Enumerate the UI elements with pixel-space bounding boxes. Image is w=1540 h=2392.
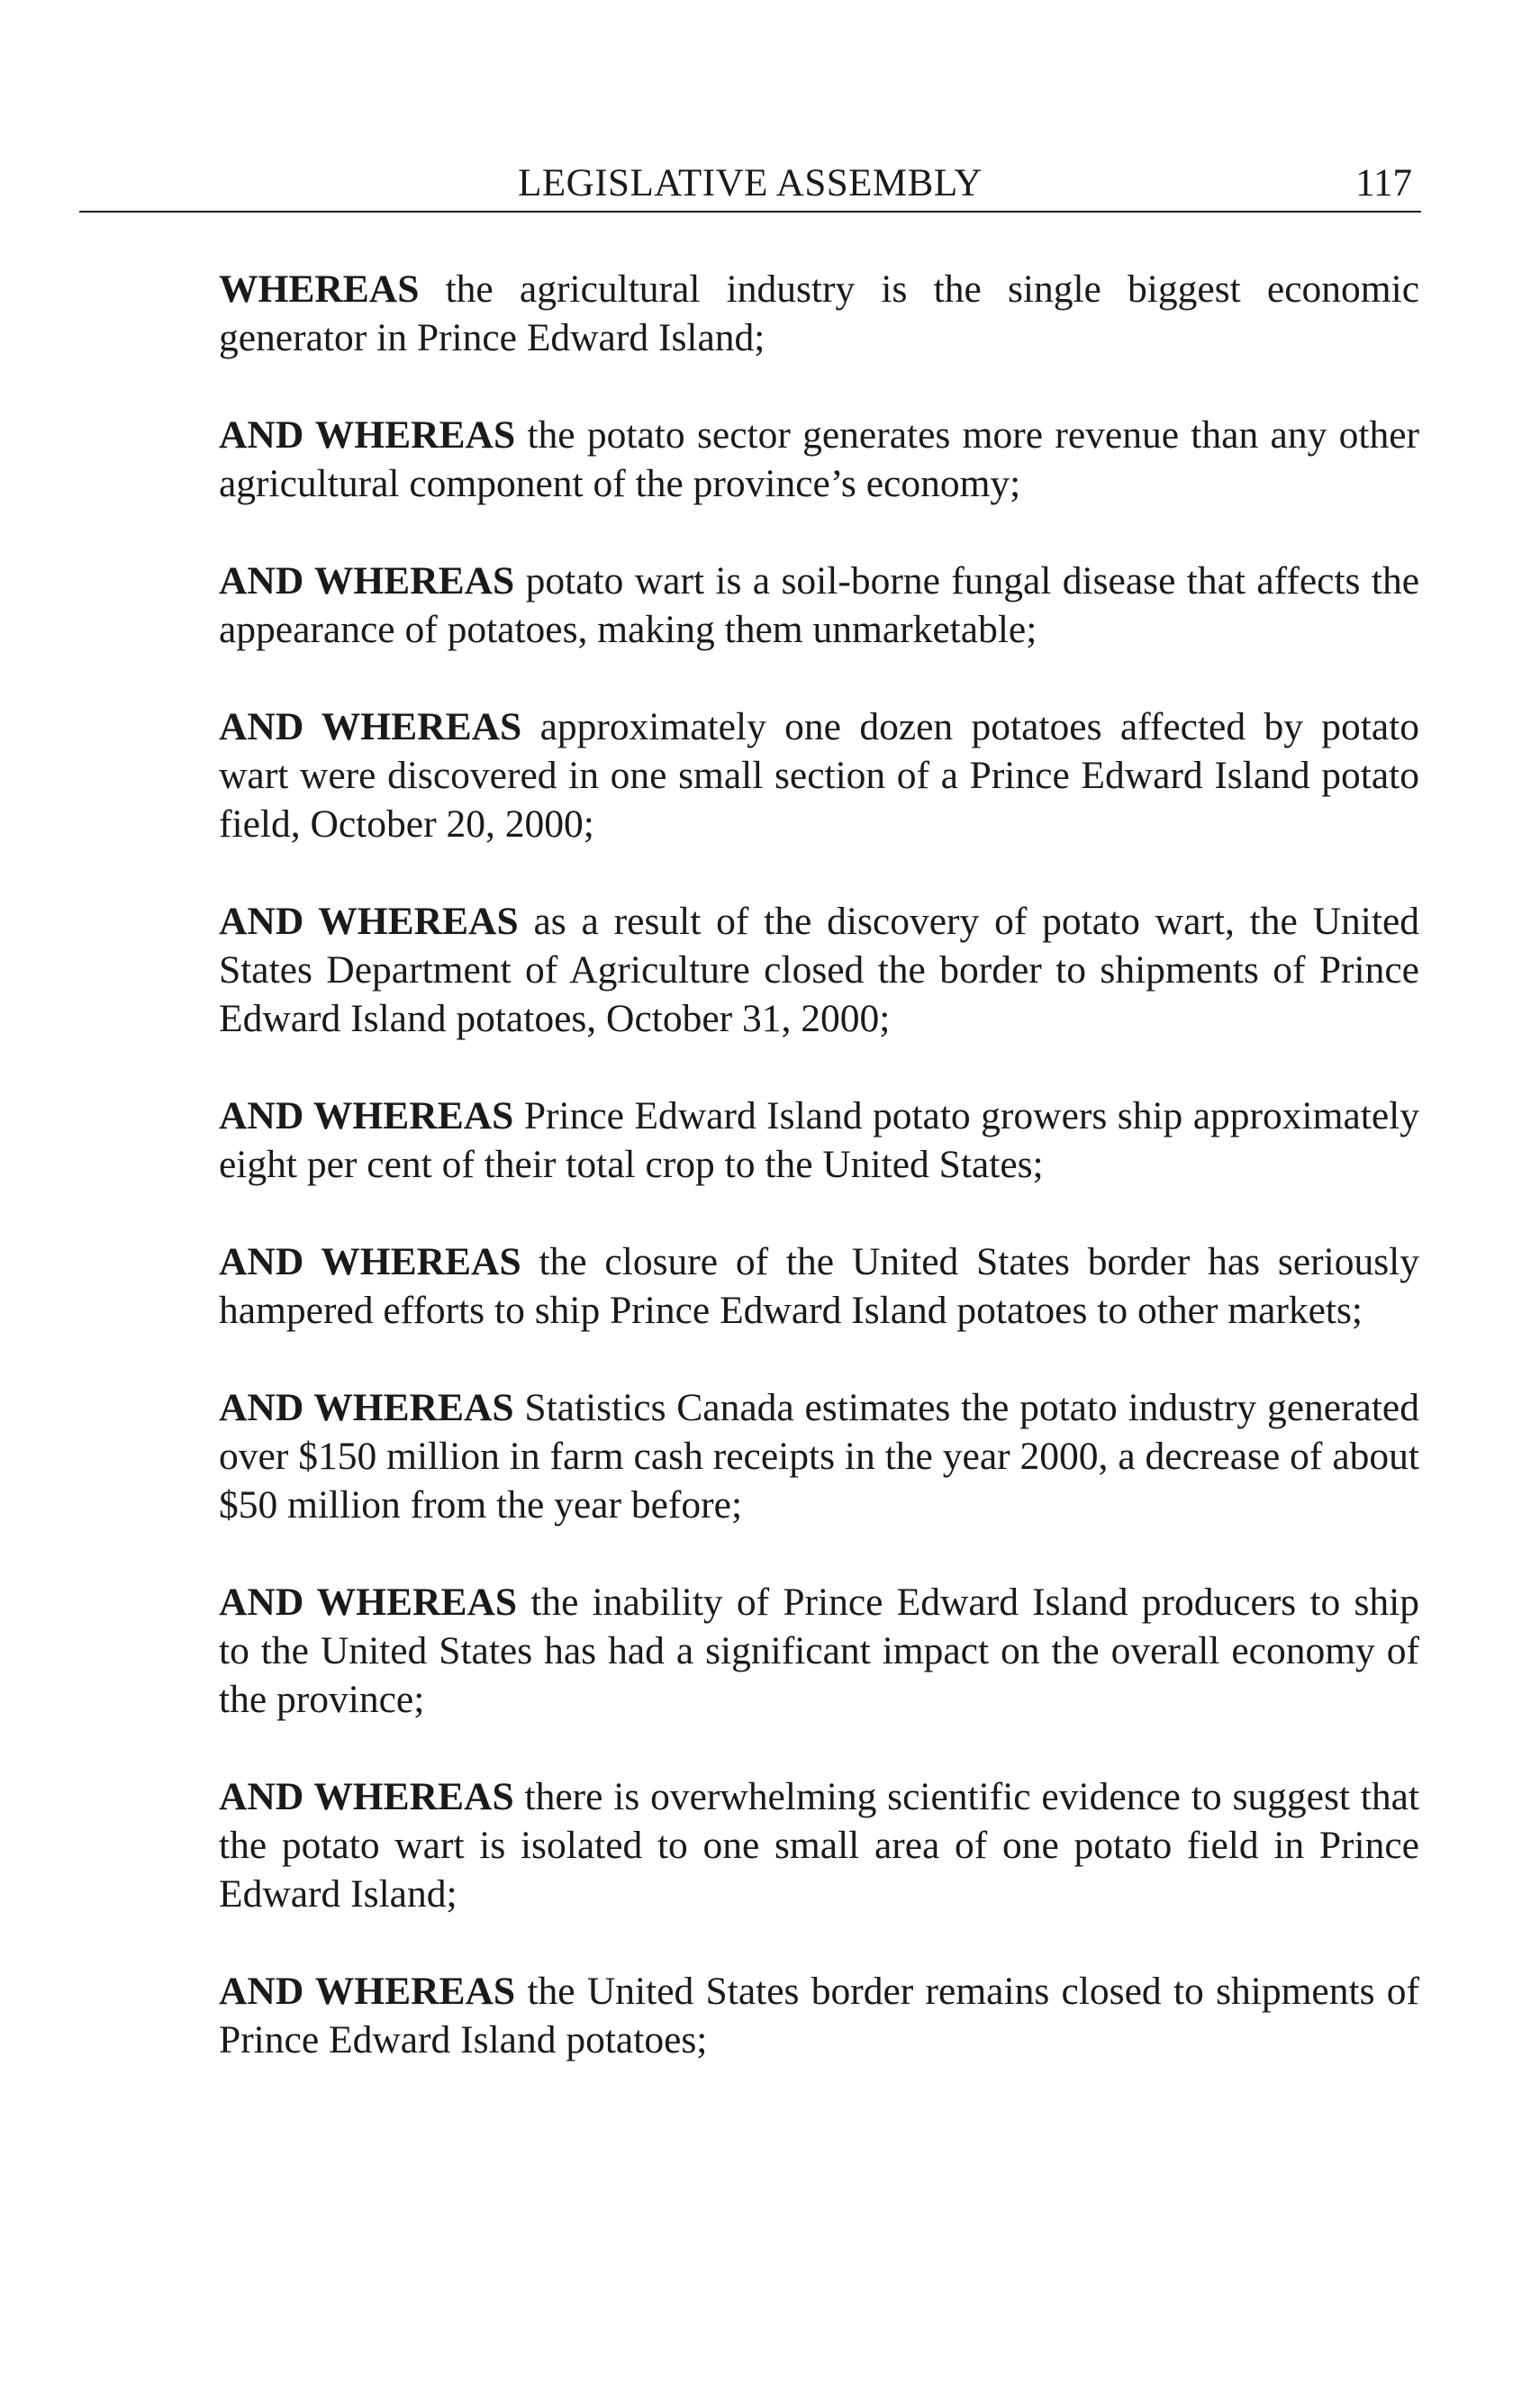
- clause-keyword: AND WHEREAS: [219, 413, 516, 457]
- clause-keyword: AND WHEREAS: [219, 705, 522, 748]
- clause-text: Statistics Canada estimates the potato industry generated over $150 million in farm cash receipts in the year 2000, a decrease of about $50 million from the year before;: [219, 1386, 1419, 1527]
- clause-text: the inability of Prince Edward Island producers to ship to the United States has had a significant impact on the overall economy of the province;: [219, 1581, 1420, 1721]
- running-header: [79, 160, 1421, 213]
- clause-text: as a result of the discovery of potato wart, the United States Department of Agriculture closed the border to shipments of Prince Edward Island potatoes, October 31, 2000;: [219, 900, 1420, 1040]
- clause-keyword: AND WHEREAS: [219, 1775, 514, 1818]
- clause-text: the closure of the United States border has seriously hampered efforts to ship Prince Edward Island potatoes to other markets;: [219, 1240, 1419, 1332]
- clause-text: the potato sector generates more revenue than any other agricultural component of the province’s economy;: [219, 413, 1420, 505]
- clause-keyword: AND WHEREAS: [219, 900, 519, 943]
- whereas-clause: [219, 1967, 1419, 2064]
- whereas-clause: [219, 1578, 1419, 1724]
- clause-keyword: AND WHEREAS: [219, 1386, 514, 1429]
- clause-keyword: AND WHEREAS: [219, 559, 515, 603]
- header-title: LEGISLATIVE ASSEMBLY: [518, 162, 983, 204]
- clause-text: there is overwhelming scientific evidence to suggest that the potato wart is isolated to one small area of one potato field in Prince Edward Island;: [219, 1775, 1420, 1916]
- page-number: 117: [1355, 162, 1412, 204]
- clause-keyword: WHEREAS: [219, 267, 420, 311]
- whereas-clause: [219, 557, 1419, 654]
- whereas-clause: [219, 897, 1419, 1043]
- clause-keyword: AND WHEREAS: [219, 1094, 514, 1137]
- whereas-clause: [219, 702, 1419, 848]
- clause-text: Prince Edward Island potato growers ship approximately eight per cent of their total crop to the United States;: [219, 1094, 1420, 1186]
- clause-text: the agricultural industry is the single biggest economic generator in Prince Edward Island;: [219, 267, 1420, 359]
- whereas-clause: [219, 1383, 1419, 1529]
- clause-text: the United States border remains closed to shipments of Prince Edward Island potatoes;: [219, 1970, 1420, 2061]
- clause-keyword: AND WHEREAS: [219, 1240, 521, 1283]
- whereas-clause: [219, 1772, 1419, 1918]
- whereas-clause: [219, 265, 1419, 362]
- whereas-clause: [219, 1092, 1419, 1189]
- clause-text: potato wart is a soil-borne fungal disease that affects the appearance of potatoes, making them unmarketable;: [219, 559, 1420, 651]
- whereas-clause: [219, 1237, 1419, 1335]
- clause-text: approximately one dozen potatoes affected by potato wart were discovered in one small section of a Prince Edward Island potato field, October 20, 2000;: [219, 705, 1420, 846]
- resolution-body: [219, 265, 1419, 2113]
- clause-keyword: AND WHEREAS: [219, 1581, 518, 1624]
- whereas-clause: [219, 411, 1419, 508]
- clause-keyword: AND WHEREAS: [219, 1970, 516, 2013]
